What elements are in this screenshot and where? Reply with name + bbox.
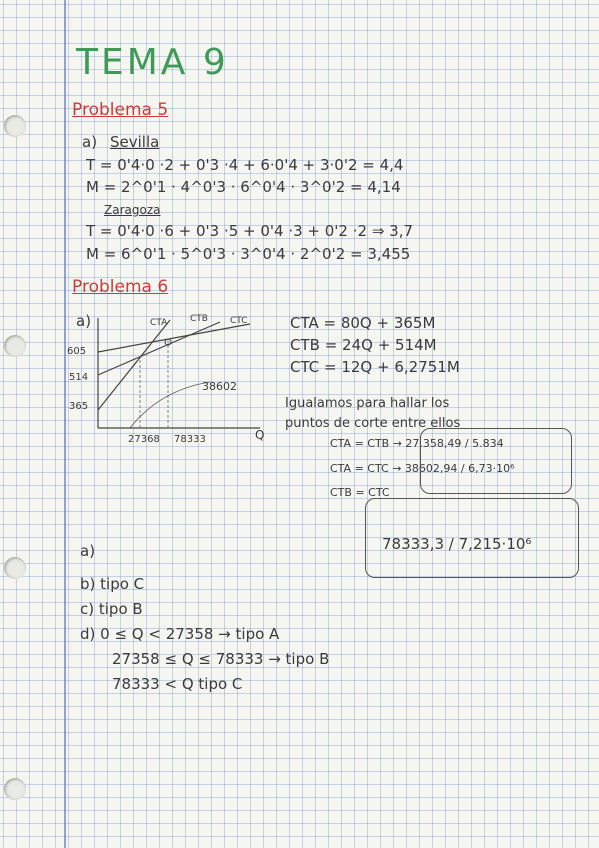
intersection-result: 78333,3 / 7,215·10⁶ [382, 535, 532, 553]
answer-d-line1: d) 0 ≤ Q < 27358 → tipo A [80, 625, 280, 643]
cost-graph [60, 310, 280, 460]
graph-axis-q: Q [255, 428, 265, 442]
sevilla-m-equation: M = 2^0'1 · 4^0'3 · 6^0'4 · 3^0'2 = 4,14 [86, 178, 401, 196]
pointer-curve [130, 382, 210, 428]
problem5-part-a: a) [82, 133, 98, 151]
sevilla-label: Sevilla [110, 133, 160, 151]
binder-hole [4, 557, 26, 579]
answer-a: a) [80, 542, 96, 560]
problem6-heading: Problema 6 [72, 277, 169, 297]
graph-label-ctc: CTC [230, 316, 248, 326]
problem6-part-a: a) [76, 312, 92, 330]
answer-b: b) tipo C [80, 575, 145, 593]
binder-hole [4, 115, 26, 137]
zaragoza-label: Zaragoza [104, 203, 161, 217]
binder-hole [4, 335, 26, 357]
answer-c: c) tipo B [80, 600, 143, 618]
result-box [420, 428, 572, 494]
graph-tick-27368: 27368 [128, 434, 160, 445]
answer-d-line2: 27358 ≤ Q ≤ 78333 → tipo B [112, 650, 330, 668]
graph-tick-514: 514 [69, 372, 89, 383]
graph-tick-78333: 78333 [174, 434, 206, 445]
problem5-heading: Problema 5 [72, 100, 169, 120]
graph-label-ctb: CTB [190, 314, 208, 324]
page-title: TEMA 9 [76, 42, 229, 83]
zaragoza-m-equation: M = 6^0'1 · 5^0'3 · 3^0'4 · 2^0'2 = 3,455 [86, 245, 411, 263]
sevilla-t-equation: T = 0'4·0 ·2 + 0'3 ·4 + 6·0'4 + 3·0'2 = 4,4 [86, 156, 404, 174]
answer-d-line3: 78333 < Q tipo C [112, 675, 243, 693]
graph-tick-365: 365 [69, 401, 89, 412]
zaragoza-t-equation: T = 0'4·0 ·6 + 0'3 ·5 + 0'4 ·3 + 0'2 ·2 ⇒ 3,7 [86, 222, 414, 240]
note-line-1: Igualamos para hallar los [285, 396, 450, 411]
equation-ctc: CTC = 12Q + 6,2751M [290, 358, 460, 376]
equation-cta: CTA = 80Q + 365M [290, 314, 436, 332]
cta-line [98, 320, 170, 410]
graph-tick-605: 605 [67, 346, 87, 357]
note-line-2: puntos de corte entre ellos [285, 416, 461, 431]
ctc-line [98, 324, 250, 352]
binder-hole [4, 778, 26, 800]
graph-intersection-label: 38602 [202, 380, 237, 393]
comparison-ac: CTA = CTC → 38602,94 / 6,73·10⁶ [330, 462, 515, 475]
comparison-ab: CTA = CTB → 27.358,49 / 5.834 [330, 437, 504, 450]
graph-label-cta: CTA [150, 318, 168, 328]
equation-ctb: CTB = 24Q + 514M [290, 336, 437, 354]
comparison-bc: CTB = CTC [330, 486, 390, 499]
